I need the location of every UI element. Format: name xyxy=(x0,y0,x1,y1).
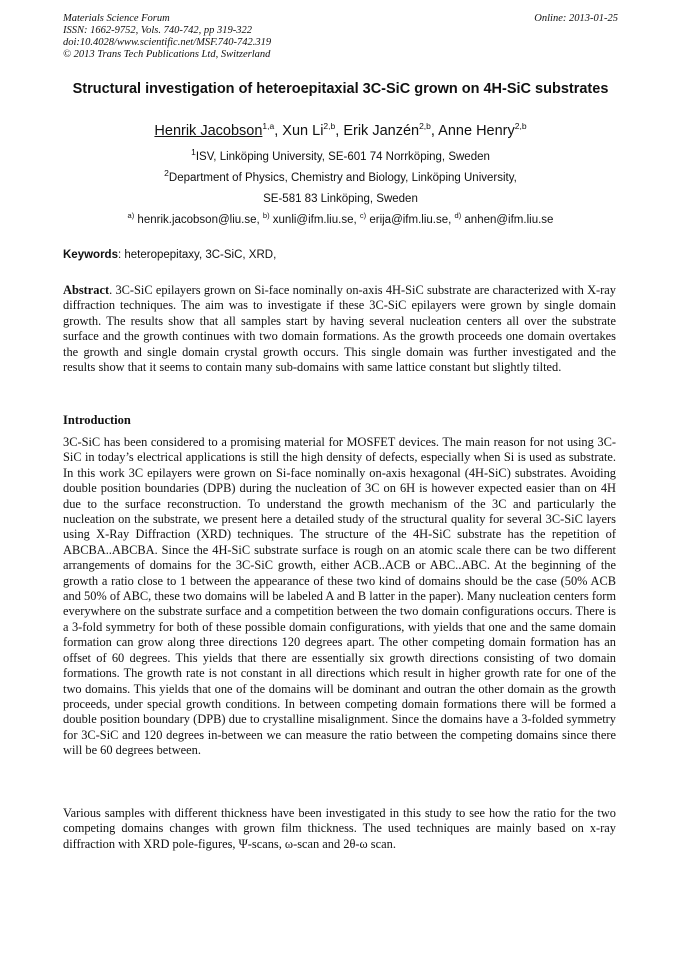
author-affil-sup: 2,b xyxy=(514,121,527,132)
keywords-label: Keywords xyxy=(63,249,118,261)
affiliation-1 xyxy=(63,147,618,164)
author-affil-sup: 1,a xyxy=(262,121,275,132)
affiliation-2-cont xyxy=(63,192,618,206)
affiliation-2 xyxy=(63,168,618,185)
email-link[interactable]: henrik.jacobson@liu.se, xyxy=(137,214,260,226)
author-separator: , xyxy=(335,123,344,139)
online-date: Online: 2013-01-25 xyxy=(534,13,618,24)
abstract-text: . 3C-SiC epilayers grown on Si-face nominally on-axis 4H-SiC substrate are characterized with X-ray diffraction techniques. The aim was to investigate if these 3C-SiC epilayers were grown by single domain growth. The results show that all samples start by having several nucleation centers all over the substrate surface and the growth continues with two domain formations. As the growth proceeds one domain overtakes the growth and single domain crystal growth occurs. This single domain was further investigated and the results show that it seems to contain many sub-domains with same lattice constant but slightly tilted. xyxy=(63,283,616,375)
author-separator: , xyxy=(274,123,283,139)
email-link[interactable]: anhen@ifm.liu.se xyxy=(464,214,554,226)
abstract-paragraph xyxy=(63,283,616,375)
paper-title: Structural investigation of heteroepitaxial 3C-SiC grown on 4H-SiC substrates xyxy=(72,81,609,97)
email-sup: d) xyxy=(454,211,462,221)
author-name: Xun Li xyxy=(282,123,324,139)
email-link[interactable]: erija@ifm.liu.se, xyxy=(369,214,452,226)
affiliation-text: ISV, Linköping University, SE-601 74 Norrköping, Sweden xyxy=(195,151,490,163)
author-name: Anne Henry xyxy=(438,123,515,139)
author-separator: , xyxy=(430,123,439,139)
keywords-line xyxy=(63,248,618,262)
affiliation-text: Department of Physics, Chemistry and Biology, Linköping University, xyxy=(168,172,517,184)
copyright-line: © 2013 Trans Tech Publications Ltd, Switzerland xyxy=(63,49,271,60)
email-sup: c) xyxy=(359,211,367,221)
journal-name: Materials Science Forum xyxy=(63,13,170,24)
journal-header xyxy=(63,13,618,61)
email-sup: a) xyxy=(127,211,135,221)
issn-line: ISSN: 1662-9752, Vols. 740-742, pp 319-322 xyxy=(63,25,252,36)
introduction-paragraph-1: 3C-SiC has been considered to a promising material for MOSFET devices. The main reason for not using 3C-SiC in today’s electrical applications is still the high density of defects, especially when Si is used as substrate. In this work 3C epilayers were grown on Si-face nominally on-axis hexagonal (4H-SiC) substrates. Avoiding double position boundaries (DPB) during the nucleation of 3C on 6H is however expected easier than on 4H due to the surface reconstruction. To understand the growth mechanism of the 3C and particularly the nucleation on the substrate, we present here a detailed study of the structural quality for several 3C-SiC layers using X-Ray Diffraction (XRD) techniques. The structure of the 4H-SiC substrate has the repetition of ABCBA..ABCBA. Since the 4H-SiC substrate surface is rough on an atomic scale there can be two different arrangements of domains for the 3C-SiC growth, either ACB..ACB or ABC..ABC. At the beginning of the growth a ratio close to 1 between the appearance of these two kind of domains should be the case (50% ACB and 50% of ABC, these two domains will be labeled A and B latter in the paper). Many nucleation centers form everywhere on the substrate surface and a competition between the two domain configurations occurs. There is a 3-fold symmetry for both of these possible domain configurations, with yields that one and the same domain formation can grow along three directions 120 degrees apart. The other competing domain formation has an offset of 60 degrees. This yields that there are essentially six growth directions consisting of two domain formations. The growth rate is not constant in all directions which result in higher growth rate for one of the two domains. This yields that one of the domains will be dominant and outran the other domain as the growth proceeds, under special growth conditions. In between competing domain formations there will be formed a double position boundary (DPB) due to crystalline misalignment. Since the domains have a 3-folded symmetry for 3C-SiC and 120 degrees in-between we can measure the ratio between the competing domains since there will be 60 degrees between. xyxy=(63,435,616,758)
email-link[interactable]: xunli@ifm.liu.se, xyxy=(272,214,357,226)
email-list xyxy=(63,213,618,227)
affiliation-sup: 2 xyxy=(164,168,169,179)
email-sup: b) xyxy=(262,211,270,221)
author-list xyxy=(63,122,618,140)
doi-line: doi:10.4028/www.scientific.net/MSF.740-742.319 xyxy=(63,37,272,48)
author-affil-sup: 2,b xyxy=(323,121,336,132)
author-affil-sup: 2,b xyxy=(419,121,431,132)
abstract-label: Abstract xyxy=(63,283,110,297)
introduction-paragraph-2: Various samples with different thickness have been investigated in this study to see how the ratio for the two competing domains changes with grown film thickness. The used techniques are mainly based on x-ray diffraction with XRD pole-figures, Ψ-scans, ω-scan and 2θ-ω scan. xyxy=(63,806,616,851)
author-name: Henrik Jacobson xyxy=(154,123,263,139)
affiliation-sup: 1 xyxy=(191,147,196,158)
keywords-text: : heteropepitaxy, 3C-SiC, XRD, xyxy=(117,249,277,261)
affiliation-text: SE-581 83 Linköping, Sweden xyxy=(263,193,418,205)
introduction-heading: Introduction xyxy=(63,413,131,427)
author-name: Erik Janzén xyxy=(343,123,420,139)
